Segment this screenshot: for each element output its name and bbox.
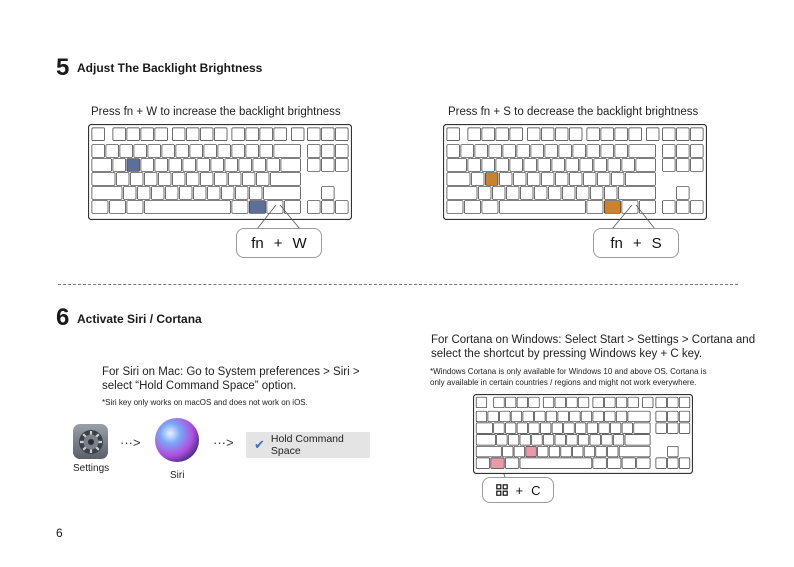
key xyxy=(494,423,505,434)
key xyxy=(561,446,572,457)
key xyxy=(505,458,518,469)
key xyxy=(608,458,621,469)
key xyxy=(564,423,575,434)
combo-fn-w-plus: + xyxy=(273,234,283,252)
key xyxy=(552,423,563,434)
mac-caption-line2: select “Hold Command Space” option. xyxy=(102,380,297,392)
key xyxy=(643,397,654,408)
key xyxy=(543,435,554,446)
key xyxy=(575,423,586,434)
key xyxy=(567,435,578,446)
highlighted-key xyxy=(526,446,537,457)
windows-note-line2: only available in certain countries / regions and might not work everywhere. xyxy=(430,378,697,387)
key xyxy=(668,458,679,469)
section-6-title: Activate Siri / Cortana xyxy=(77,312,202,326)
page-number: 6 xyxy=(56,526,63,540)
gear-icon xyxy=(76,427,106,457)
combo-win-c xyxy=(482,477,554,503)
key xyxy=(476,458,489,469)
key xyxy=(628,397,639,408)
highlighted-key xyxy=(491,458,504,469)
key xyxy=(605,397,616,408)
combo-fn-w-key2: W xyxy=(292,234,307,252)
key xyxy=(503,446,514,457)
key xyxy=(511,411,522,422)
key xyxy=(529,423,540,434)
key xyxy=(532,435,543,446)
key xyxy=(593,397,604,408)
key xyxy=(546,411,557,422)
key xyxy=(555,435,566,446)
key xyxy=(625,435,650,446)
key xyxy=(679,411,690,422)
key xyxy=(668,423,679,434)
arrow-2: ···> xyxy=(213,435,234,450)
combo-fn-w-key1: fn xyxy=(251,234,264,252)
key xyxy=(497,435,508,446)
key xyxy=(535,411,546,422)
left-caption: Press fn + W to increase the backlight brightness xyxy=(91,106,341,118)
key xyxy=(543,397,554,408)
key xyxy=(608,446,619,457)
key xyxy=(628,411,650,422)
windows-note-line1: *Windows Cortana is only available for Windows 10 and above OS. Cortana is xyxy=(430,367,707,376)
key xyxy=(679,423,690,434)
key xyxy=(656,458,667,469)
settings-app-icon xyxy=(73,424,108,459)
key xyxy=(514,446,525,457)
key xyxy=(494,397,505,408)
siri-icon xyxy=(155,418,199,462)
checkmark-icon: ✔ xyxy=(254,437,265,452)
key xyxy=(584,446,595,457)
hold-command-space-option xyxy=(246,432,370,458)
arrow-1: ···> xyxy=(120,435,141,450)
key xyxy=(540,423,551,434)
key xyxy=(605,411,616,422)
section-5-number: 5 xyxy=(56,54,70,81)
key xyxy=(488,411,499,422)
combo-fn-w xyxy=(236,228,322,258)
key xyxy=(656,411,667,422)
combo-fn-s-plus: + xyxy=(632,234,642,252)
mac-caption-line1: For Siri on Mac: Go to System preferences > Siri > xyxy=(102,366,360,378)
key xyxy=(596,446,607,457)
key xyxy=(613,435,624,446)
key xyxy=(476,423,492,434)
key xyxy=(668,397,679,408)
windows-caption-line2: select the shortcut by pressing Windows key + C key. xyxy=(431,348,703,360)
key xyxy=(634,423,650,434)
key xyxy=(637,458,650,469)
key xyxy=(593,411,604,422)
combo-fn-s-key1: fn xyxy=(610,234,623,252)
key xyxy=(505,423,516,434)
key xyxy=(476,411,487,422)
key xyxy=(476,435,495,446)
key xyxy=(476,397,487,408)
pointer-line-fn-w-a xyxy=(257,205,276,229)
key xyxy=(555,397,566,408)
combo-win-c-key2: C xyxy=(531,482,541,498)
pointer-line-fn-w-b xyxy=(280,205,300,229)
combo-fn-s xyxy=(593,228,679,258)
section-divider xyxy=(58,284,738,285)
key xyxy=(578,435,589,446)
key xyxy=(505,397,516,408)
key xyxy=(587,423,598,434)
windows-caption-line1: For Cortana on Windows: Select Start > Settings > Cortana and xyxy=(431,334,756,346)
key xyxy=(570,411,581,422)
siri-label: Siri xyxy=(170,470,185,481)
key xyxy=(558,411,569,422)
key xyxy=(679,458,690,469)
key xyxy=(508,435,519,446)
key xyxy=(593,458,606,469)
key xyxy=(517,397,528,408)
keyboard-win-c xyxy=(473,394,693,474)
pointer-line-fn-s-b xyxy=(636,205,655,229)
key xyxy=(578,397,589,408)
key xyxy=(517,423,528,434)
command-icon xyxy=(496,484,508,496)
key xyxy=(619,446,650,457)
key xyxy=(679,397,690,408)
key xyxy=(500,411,511,422)
key xyxy=(610,423,621,434)
key xyxy=(668,411,679,422)
key xyxy=(622,458,635,469)
key xyxy=(549,446,560,457)
key xyxy=(668,446,679,457)
combo-fn-s-key2: S xyxy=(651,234,662,252)
key xyxy=(599,423,610,434)
key xyxy=(656,423,667,434)
mac-note: *Siri key only works on macOS and does not work on iOS. xyxy=(102,398,308,407)
key xyxy=(567,397,578,408)
key xyxy=(622,423,633,434)
section-6-number: 6 xyxy=(56,304,70,331)
key xyxy=(590,435,601,446)
key xyxy=(529,397,540,408)
pointer-line-fn-s-a xyxy=(612,205,632,229)
key xyxy=(616,397,627,408)
key xyxy=(581,411,592,422)
settings-label: Settings xyxy=(73,463,110,474)
combo-win-c-plus: + xyxy=(515,482,524,498)
key xyxy=(602,435,613,446)
key xyxy=(573,446,584,457)
key xyxy=(656,397,667,408)
hold-command-space-label: Hold Command Space xyxy=(270,433,344,457)
section-5-title: Adjust The Backlight Brightness xyxy=(77,61,263,75)
key xyxy=(523,411,534,422)
key xyxy=(476,446,501,457)
key xyxy=(616,411,627,422)
key xyxy=(520,458,592,469)
keyboard-illustration xyxy=(473,394,693,474)
key xyxy=(538,446,549,457)
right-caption: Press fn + S to decrease the backlight brightness xyxy=(448,106,699,118)
key xyxy=(520,435,531,446)
